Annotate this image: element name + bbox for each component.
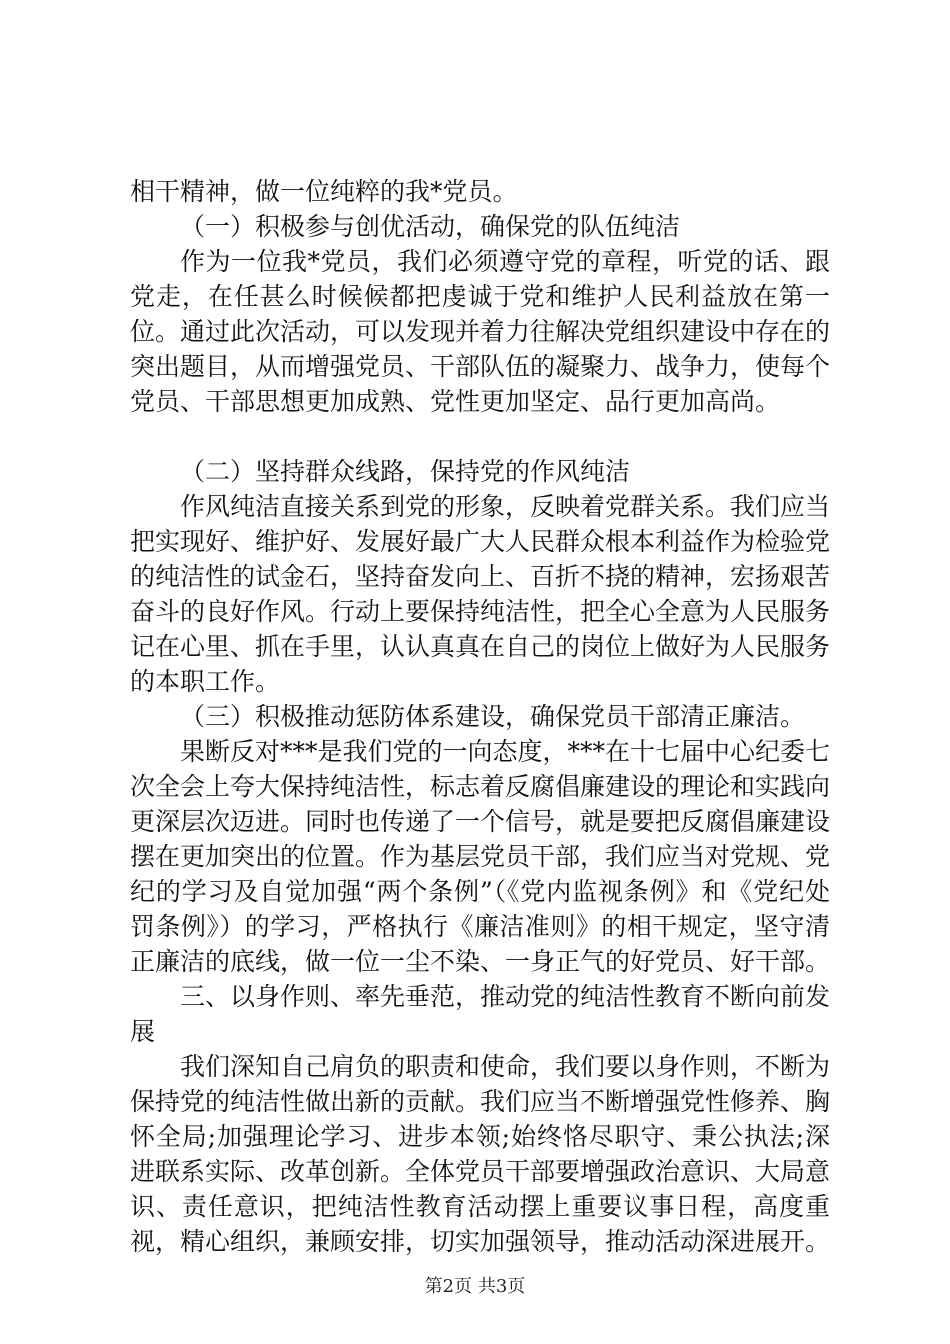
section-heading-3: （三）积极推动惩防体系建设，确保党员干部清正廉洁。 [180, 702, 806, 731]
chapter-heading-3: 三、以身作则、率先垂范，推动党的纯洁性教育不断向前发展 [130, 982, 831, 1046]
paragraph-section-3: 果断反对***是我们党的一向态度，***在十七届中心纪委七次全会上夸大保持纯洁性，标志着反腐倡廉建设的理论和实践向更深层次迈进。同时也传递了一个信号，就是要把反腐倡廉建设摆在更加突出的位置。作为基层党员干部，我们应当对党规、党纪的学习及自觉加强“两个条例”（《党内监视条例》和《党纪处罚条例》）的学习，严格执行《廉洁准则》的相干规定，坚守清正廉洁的底线，做一位一尘不染、一身正气的好党员、好干部。 [130, 737, 831, 976]
section-heading-1: （一）积极参与创优活动，确保党的队伍纯洁 [180, 212, 681, 241]
paragraph-continuation: 相干精神，做一位纯粹的我*党员。 [130, 177, 518, 206]
paragraph-gap [130, 419, 830, 454]
section-heading-2: （二）坚持群众线路，保持党的作风纯洁 [180, 457, 631, 486]
paragraph-section-1: 作为一位我*党员，我们必须遵守党的章程，听党的话、跟党走，在任甚么时候候都把虔诚于党和维护人民利益放在第一位。通过此次活动，可以发现并着力往解决党组织建设中存在的突出题目，从而增强党员、干部队伍的凝聚力、战争力，使每个党员、干部思想更加成熟、党性更加坚定、品行更加高尚。 [130, 247, 831, 416]
page-number-footer: 第2页 共3页 [424, 1276, 526, 1297]
paragraph-chapter-3: 我们深知自己肩负的职责和使命，我们要以身作则，不断为保持党的纯洁性做出新的贡献。我们应当不断增强党性修养、胸怀全局;加强理论学习、进步本领;始终恪尽职守、秉公执法;深进联系实际、改革创新。全体党员干部要增强政治意识、大局意识、责任意识，把纯洁性教育活动摆上重要议事日程，高度重视，精心组织，兼顾安排，切实加强领导，推动活动深进展开。 [130, 1052, 831, 1256]
document-body [130, 174, 830, 1259]
paragraph-section-2: 作风纯洁直接关系到党的形象，反映着党群关系。我们应当把实现好、维护好、发展好最广大人民群众根本利益作为检验党的纯洁性的试金石，坚持奋发向上、百折不挠的精神，宏扬艰苦奋斗的良好作风。行动上要保持纯洁性，把全心全意为人民服务记在心里、抓在手里，认认真真在自己的岗位上做好为人民服务的本职工作。 [130, 492, 831, 696]
